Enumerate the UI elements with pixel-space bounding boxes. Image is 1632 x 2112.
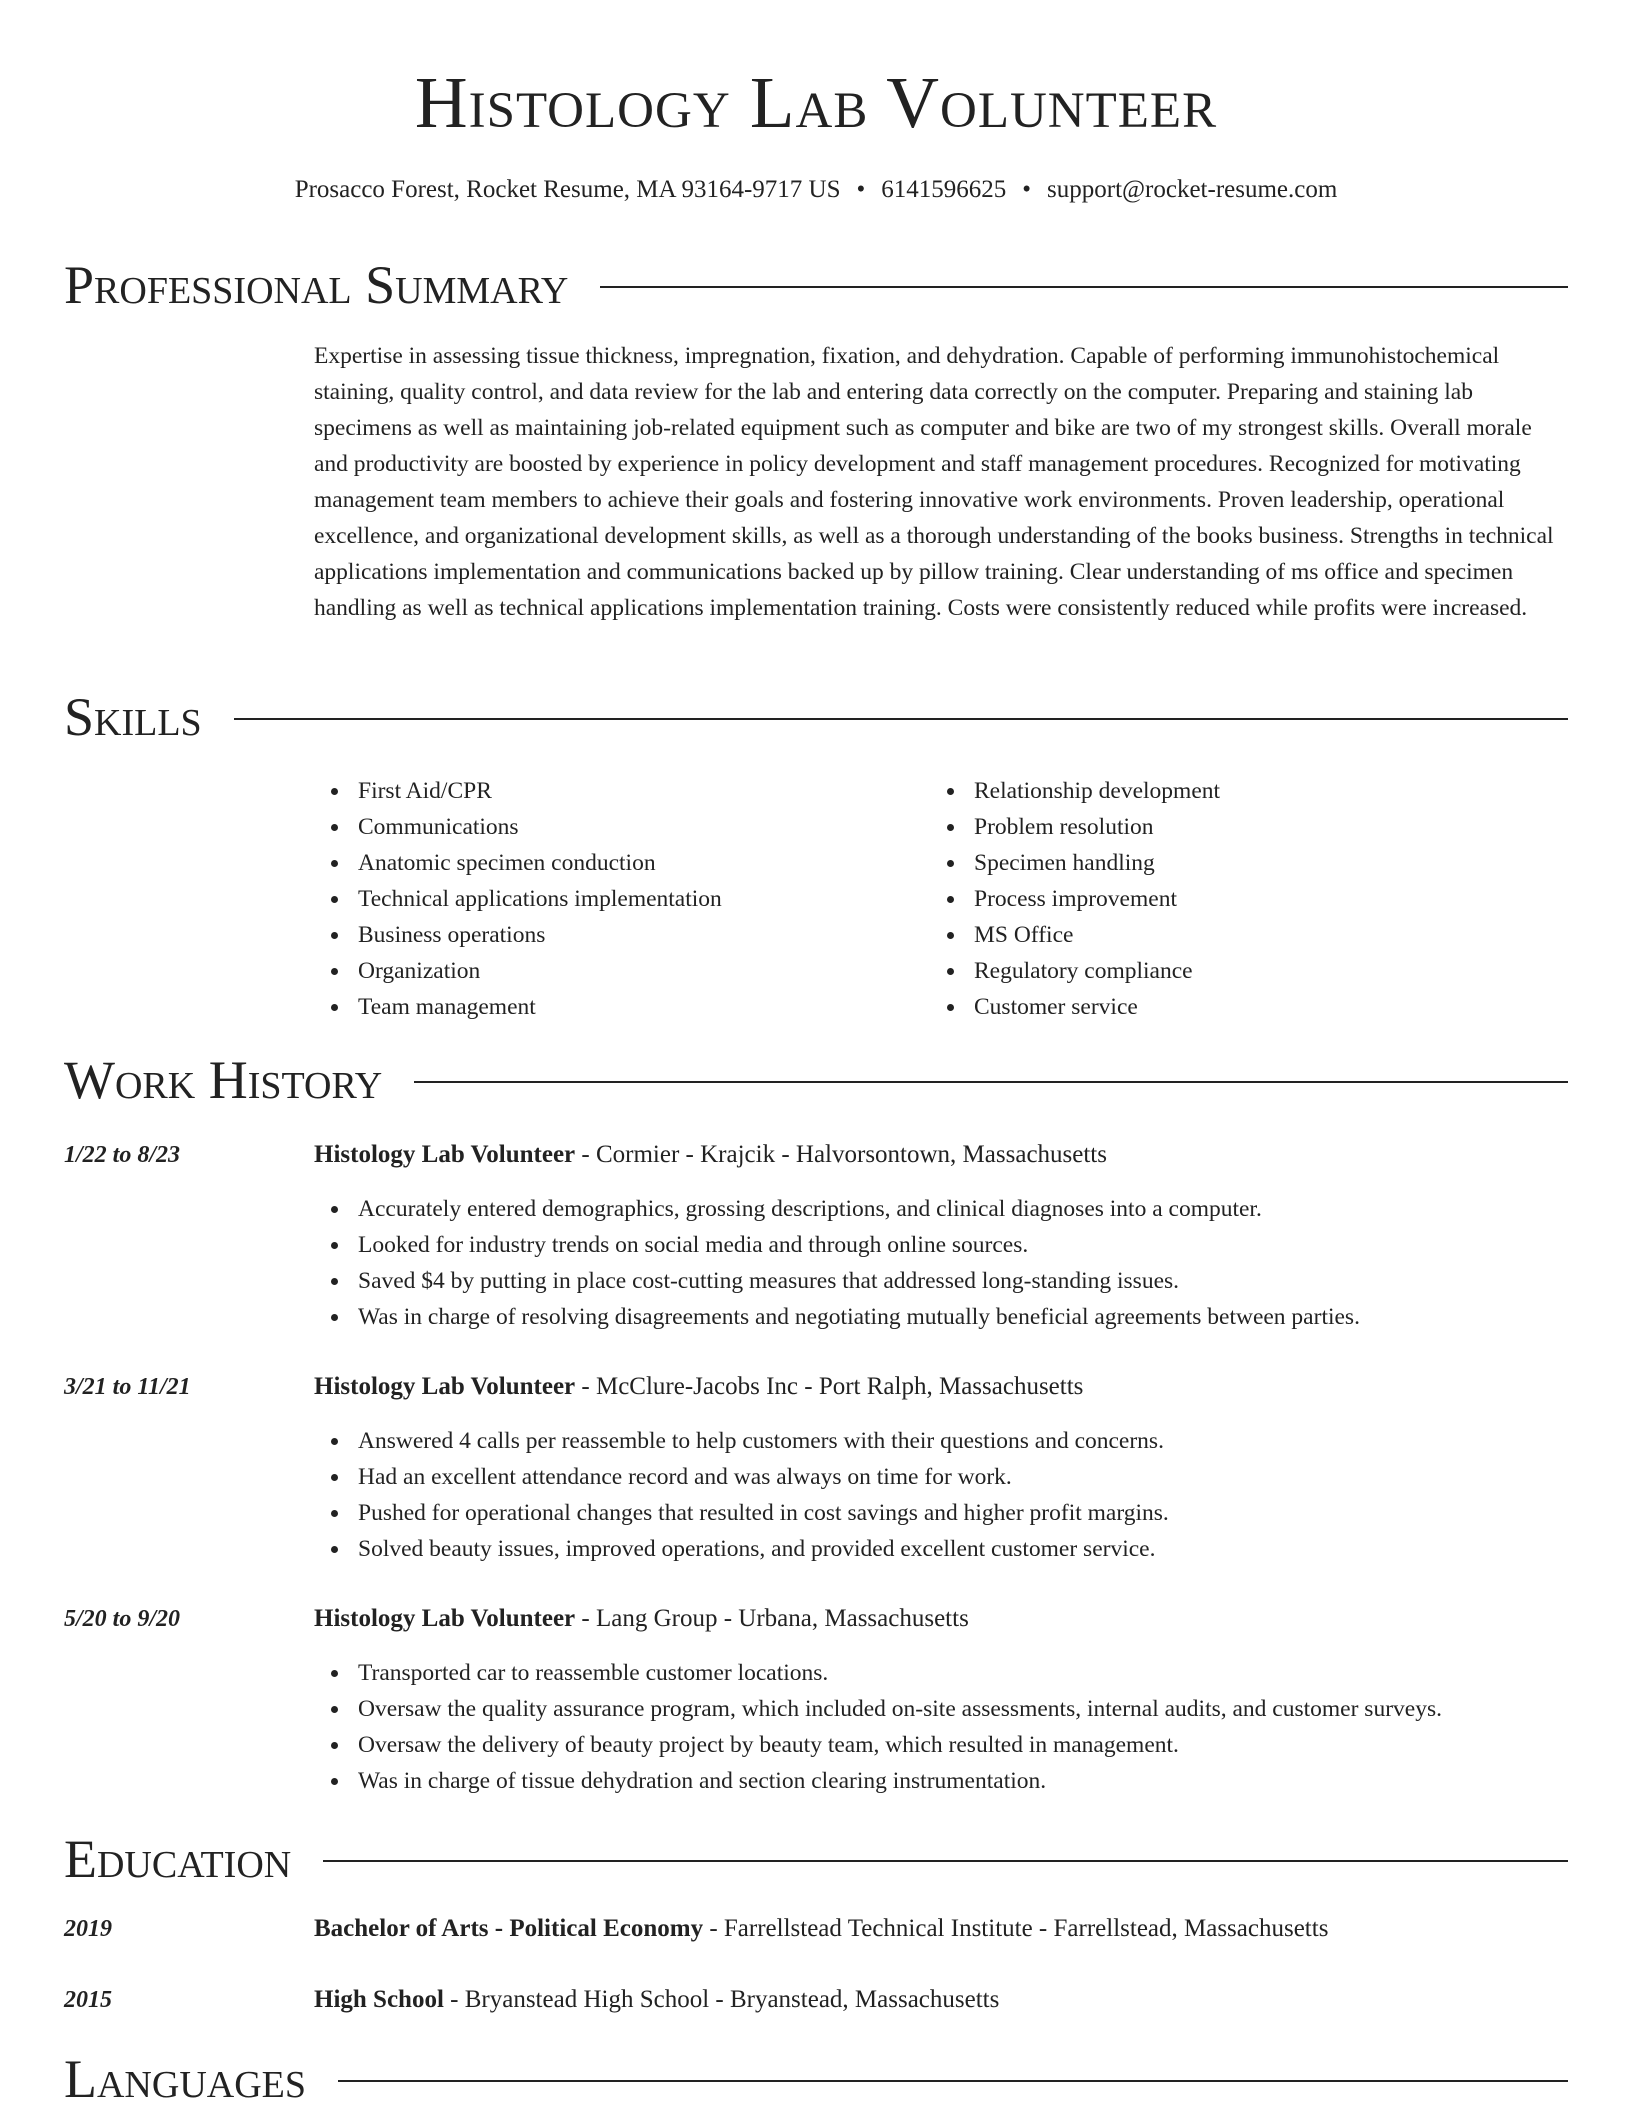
education-year: 2019	[64, 1916, 112, 1942]
job-dates: 3/21 to 11/21	[64, 1374, 191, 1400]
education-line	[314, 1913, 1568, 1945]
skill-item: Relationship development	[974, 773, 1534, 809]
work-section-title: Work History	[64, 1050, 383, 1110]
job-role: Histology Lab Volunteer	[314, 1141, 576, 1168]
section-divider	[323, 1860, 1568, 1862]
contact-separator: •	[856, 176, 866, 203]
job-title-line	[314, 1139, 1568, 1171]
work-section-header	[64, 1047, 1568, 1113]
job-bullet: Saved $4 by putting in place cost-cutting measures that addressed long-standing issues.	[358, 1263, 1568, 1299]
skills-list-left	[314, 773, 918, 1025]
summary-section-header	[64, 252, 1568, 318]
job-dates: 5/20 to 9/20	[64, 1606, 181, 1632]
summary-text: Expertise in assessing tissue thickness, impregnation, fixation, and dehydration. Capable of performing immunohistochemical staining, quality control, and data review for the lab and entering data correctly on the computer. Preparing and staining lab specimens as well as maintaining job-related equipment such as computer and bike are two of my strongest skills. Overall morale and productivity are boosted by experience in policy development and staff management procedures. Recognized for motivating management team members to achieve their goals and fostering innovative work environments. Proven leadership, operational excellence, and organizational development skills, as well as a thorough understanding of the books business. Strengths in technical applications implementation and communications backed up by pillow training. Clear understanding of ms office and specimen handling as well as technical applications implementation training. Costs were consistently reduced while profits were increased.	[314, 343, 1554, 621]
resume-name: Histology Lab Volunteer	[414, 62, 1218, 143]
education-section-header	[64, 1826, 1568, 1892]
skill-item: Technical applications implementation	[358, 881, 918, 917]
job-bullet: Looked for industry trends on social media and through online sources.	[358, 1227, 1568, 1263]
skills-list-right	[930, 773, 1534, 1025]
job-title-line	[314, 1371, 1568, 1403]
job-bullet: Accurately entered demographics, grossing descriptions, and clinical diagnoses into a computer.	[358, 1191, 1568, 1227]
job-dates: 1/22 to 8/23	[64, 1142, 181, 1168]
section-divider	[600, 286, 1568, 288]
education-degree: Bachelor of Arts - Political Economy	[314, 1915, 704, 1942]
job-bullet: Was in charge of resolving disagreements and negotiating mutually beneficial agreements between parties.	[358, 1299, 1568, 1335]
skills-section-header	[64, 684, 1568, 750]
section-divider	[414, 1081, 1568, 1083]
job-bullets	[314, 1655, 1568, 1799]
job-bullet: Was in charge of tissue dehydration and section clearing instrumentation.	[358, 1763, 1568, 1799]
contact-address: Prosacco Forest, Rocket Resume, MA 93164-9717 US	[294, 176, 841, 203]
contact-email: support@rocket-resume.com	[1047, 176, 1338, 203]
contact-line	[0, 174, 1632, 206]
skill-item: Customer service	[974, 989, 1534, 1025]
skill-item: Organization	[358, 953, 918, 989]
job-bullets	[314, 1191, 1568, 1335]
skill-item: Problem resolution	[974, 809, 1534, 845]
job-bullets	[314, 1423, 1568, 1567]
languages-section-title: Languages	[64, 2049, 306, 2109]
job-employer: - Lang Group - Urbana, Massachusetts	[575, 1605, 969, 1632]
job-bullet: Had an excellent attendance record and was always on time for work.	[358, 1459, 1568, 1495]
job-bullet: Pushed for operational changes that resulted in cost savings and higher profit margins.	[358, 1495, 1568, 1531]
skill-item: Regulatory compliance	[974, 953, 1534, 989]
languages-section-header	[64, 2046, 1568, 2112]
skill-item: Team management	[358, 989, 918, 1025]
education-school: - Bryanstead High School - Bryanstead, Massachusetts	[443, 1986, 1000, 2013]
job-title-line	[314, 1603, 1568, 1635]
skill-item: First Aid/CPR	[358, 773, 918, 809]
skill-item: MS Office	[974, 917, 1534, 953]
job-employer: - Cormier - Krajcik - Halvorsontown, Massachusetts	[575, 1141, 1107, 1168]
skill-item: Anatomic specimen conduction	[358, 845, 918, 881]
education-degree: High School	[314, 1986, 444, 2013]
skill-item: Communications	[358, 809, 918, 845]
skill-item: Specimen handling	[974, 845, 1534, 881]
skill-item: Business operations	[358, 917, 918, 953]
job-bullet: Oversaw the quality assurance program, which included on-site assessments, internal audits, and customer surveys.	[358, 1691, 1568, 1727]
skills-section-title: Skills	[64, 687, 202, 747]
job-bullet: Oversaw the delivery of beauty project by beauty team, which resulted in management.	[358, 1727, 1568, 1763]
job-role: Histology Lab Volunteer	[314, 1605, 576, 1632]
education-school: - Farrellstead Technical Institute - Farrellstead, Massachusetts	[703, 1915, 1329, 1942]
job-bullet: Answered 4 calls per reassemble to help customers with their questions and concerns.	[358, 1423, 1568, 1459]
education-year: 2015	[64, 1987, 112, 2013]
contact-separator: •	[1022, 176, 1032, 203]
job-bullet: Solved beauty issues, improved operations, and provided excellent customer service.	[358, 1531, 1568, 1567]
education-line	[314, 1984, 1568, 2016]
section-divider	[234, 718, 1568, 720]
contact-phone: 6141596625	[881, 176, 1007, 203]
education-section-title: Education	[64, 1829, 292, 1889]
section-divider	[338, 2080, 1568, 2082]
job-role: Histology Lab Volunteer	[314, 1373, 576, 1400]
job-bullet: Transported car to reassemble customer locations.	[358, 1655, 1568, 1691]
job-employer: - McClure-Jacobs Inc - Port Ralph, Massachusetts	[575, 1373, 1084, 1400]
summary-section-title: Professional Summary	[64, 255, 569, 315]
skill-item: Process improvement	[974, 881, 1534, 917]
